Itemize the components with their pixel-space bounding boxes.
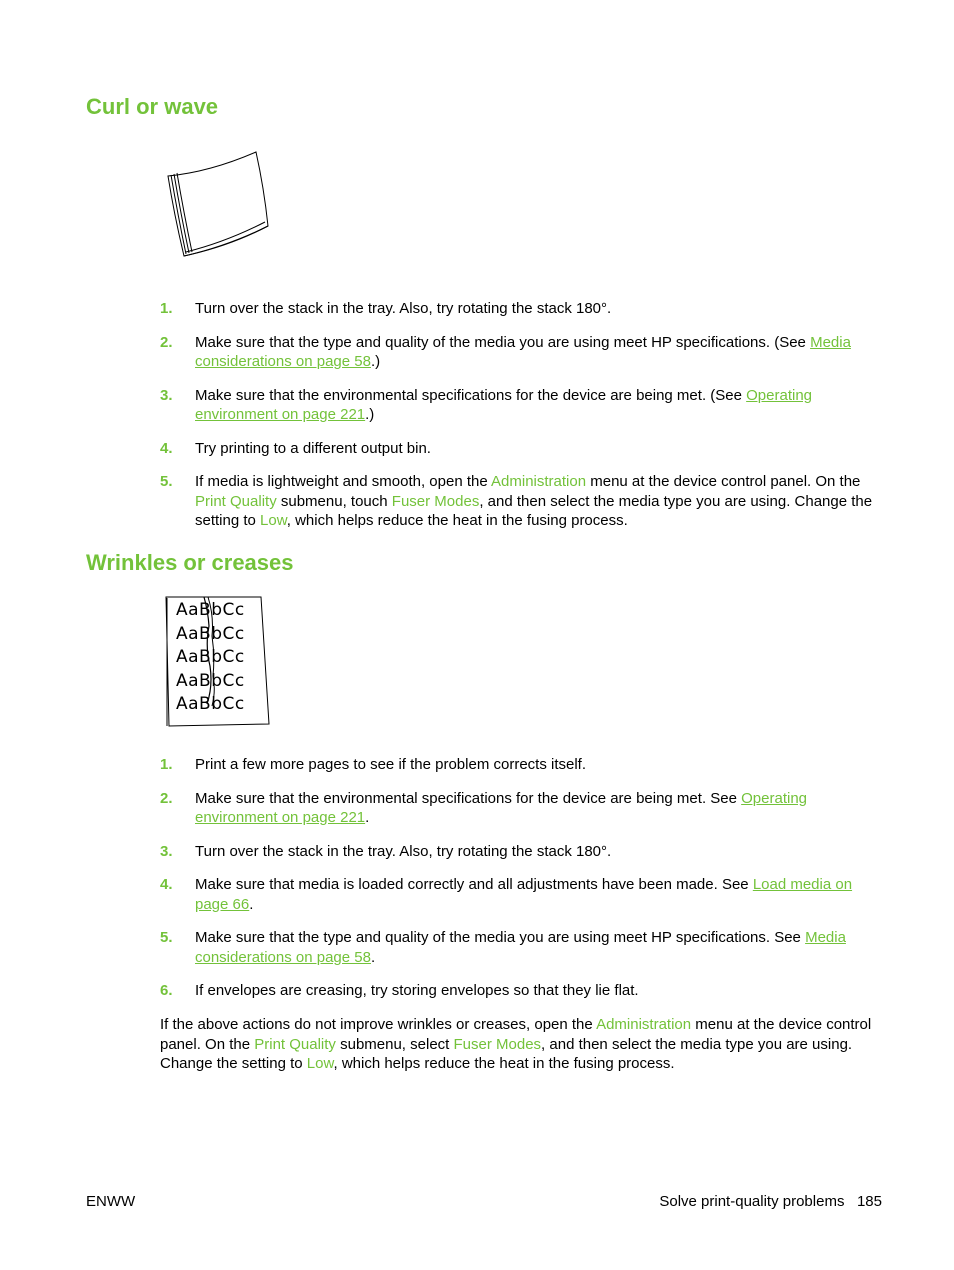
menu-term: Low xyxy=(260,512,287,529)
sample-text-line: AaBbCc xyxy=(176,623,245,644)
list-item-number: 4. xyxy=(160,876,173,893)
list-item-text xyxy=(195,473,872,529)
footer-section-title: Solve print-quality problems xyxy=(659,1193,845,1210)
list-item xyxy=(160,439,885,459)
list-item-number: 2. xyxy=(160,333,173,351)
list-item xyxy=(160,981,885,1001)
body-text: Try printing to a different output bin. xyxy=(195,439,431,457)
list-item xyxy=(160,875,885,914)
list-item-text xyxy=(195,334,851,371)
body-text: , which helps reduce the heat in the fusing process. xyxy=(333,1055,675,1072)
list-item xyxy=(160,928,885,967)
list-item xyxy=(160,789,885,828)
menu-term: Administration xyxy=(596,1016,692,1033)
list-item-number: 3. xyxy=(160,386,173,404)
list-item xyxy=(160,472,885,531)
list-item-text xyxy=(195,440,431,457)
list-item-number: 6. xyxy=(160,982,173,999)
footer-right xyxy=(659,1193,882,1210)
body-text: . xyxy=(249,895,254,913)
cross-reference-link[interactable]: Media considerations on page 58 xyxy=(195,929,846,966)
menu-term: Print Quality xyxy=(195,492,277,510)
body-text: menu at the device control panel. On the xyxy=(586,473,861,490)
sample-text-line: AaBbCc xyxy=(176,694,245,714)
menu-term: Fuser Modes xyxy=(391,492,480,510)
list-item xyxy=(160,842,885,862)
cross-reference-link[interactable]: Operating environment on page 221 xyxy=(195,386,813,423)
body-text: Make sure that the environmental specifications for the device are being met. See xyxy=(195,789,742,807)
body-text: .) xyxy=(365,406,375,423)
body-text: . xyxy=(365,809,370,826)
list-item-text xyxy=(195,876,852,913)
heading-curl-or-wave: Curl or wave xyxy=(86,94,219,119)
list-item-number: 1. xyxy=(160,756,173,773)
body-text: , and then select the media type you are using. Change the setting to xyxy=(160,1035,853,1072)
cross-reference-link[interactable]: Media considerations on page 58 xyxy=(195,333,851,370)
list-item-number: 1. xyxy=(160,300,173,317)
body-text: menu at the device control panel. On the xyxy=(160,1016,872,1053)
body-text: Make sure that the type and quality of the media you are using meet HP specifications. See xyxy=(195,929,806,946)
sample-text-line: AaBbCc xyxy=(176,600,245,620)
body-text: Turn over the stack in the tray. Also, try rotating the stack 180°. xyxy=(195,842,612,860)
list-item-number: 2. xyxy=(160,789,173,807)
body-text: If the above actions do not improve wrinkles or creases, open the xyxy=(160,1016,597,1033)
body-text: Make sure that the type and quality of the media you are using meet HP specifications. (See xyxy=(195,333,811,351)
sample-text-line: AaBbCc xyxy=(176,647,245,667)
menu-term: Administration xyxy=(491,473,587,490)
body-text: , which helps reduce the heat in the fusing process. xyxy=(286,512,628,529)
body-text: submenu, select xyxy=(335,1035,454,1053)
body-text: Make sure that the environmental specifications for the device are being met. (See xyxy=(195,386,747,404)
list-item xyxy=(160,333,885,372)
list-item-text xyxy=(195,387,812,424)
list-item-text xyxy=(195,756,586,773)
list-item-text xyxy=(195,982,639,999)
list-item xyxy=(160,299,885,319)
body-text: submenu, touch xyxy=(276,492,392,510)
heading-wrinkles-or-creases: Wrinkles or creases xyxy=(86,550,294,575)
body-text: If envelopes are creasing, try storing envelopes so that they lie flat. xyxy=(195,982,639,999)
list-item xyxy=(160,386,885,425)
list-item-text xyxy=(195,929,846,966)
body-text: Print a few more pages to see if the problem corrects itself. xyxy=(195,756,587,773)
list-item-number: 5. xyxy=(160,929,173,946)
body-text: , and then select the media type you are using. Change the setting to xyxy=(195,492,873,529)
list-item-text xyxy=(195,300,611,317)
menu-term: Fuser Modes xyxy=(453,1035,542,1053)
cross-reference-link[interactable]: Operating environment on page 221 xyxy=(195,789,808,826)
list-item-number: 3. xyxy=(160,842,173,860)
body-text: If media is lightweight and smooth, open the xyxy=(195,473,492,490)
list-item-number: 4. xyxy=(160,439,173,457)
footer-left: ENWW xyxy=(86,1193,136,1210)
body-text: . xyxy=(370,948,376,966)
body-text: .) xyxy=(370,353,381,370)
closing-paragraph xyxy=(160,1015,885,1074)
wrinkle-steps-list xyxy=(160,755,885,1015)
menu-term: Print Quality xyxy=(254,1035,336,1053)
body-text: Make sure that media is loaded correctly and all adjustments have been made. See xyxy=(195,876,753,893)
list-item-number: 5. xyxy=(160,473,173,490)
cross-reference-link[interactable]: Load media on page 66 xyxy=(195,876,853,913)
curl-steps-list xyxy=(160,299,885,545)
list-item xyxy=(160,755,885,775)
list-item-text xyxy=(195,790,807,827)
curled-paper-illustration xyxy=(160,148,275,260)
menu-term: Low xyxy=(306,1055,334,1072)
sample-text-line: AaBbCc xyxy=(176,670,245,691)
list-item-text xyxy=(195,843,611,860)
body-text: Turn over the stack in the tray. Also, try rotating the stack 180°. xyxy=(195,300,612,317)
page-number: 185 xyxy=(856,1193,882,1210)
